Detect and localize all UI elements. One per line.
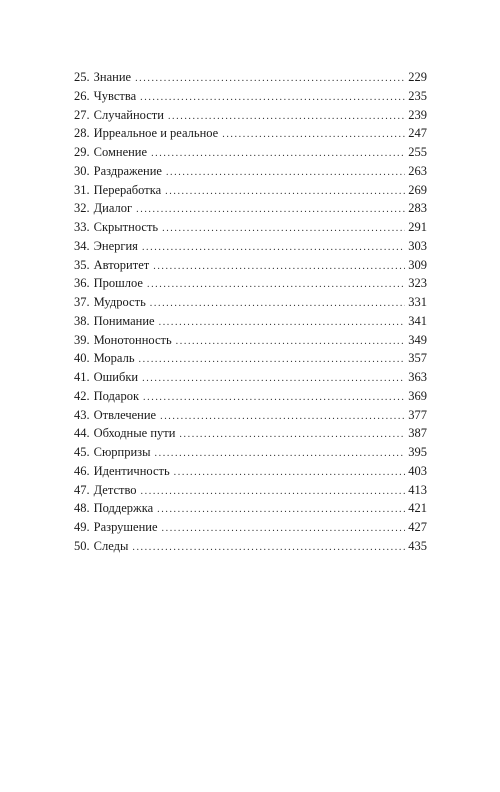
chapter-title: Скрытность bbox=[93, 220, 159, 234]
chapter-title: Знание bbox=[93, 70, 132, 84]
chapter-number: 31. bbox=[74, 182, 90, 197]
chapter-title: Переработка bbox=[93, 182, 162, 197]
dot-leader bbox=[165, 186, 405, 197]
chapter-title: Следы bbox=[93, 538, 129, 553]
chapter-title: Ирреальное и реальное bbox=[93, 126, 219, 141]
toc-entry bbox=[74, 258, 427, 277]
chapter-number: 29. bbox=[74, 145, 90, 159]
chapter-title: Диалог bbox=[93, 201, 133, 216]
chapter-title: Понимание bbox=[93, 313, 155, 328]
toc-entry bbox=[74, 70, 427, 89]
chapter-title: Поддержка bbox=[93, 501, 154, 516]
page-number: 377 bbox=[408, 407, 427, 422]
chapter-title: Чувства bbox=[93, 88, 137, 103]
toc-entry bbox=[74, 520, 427, 539]
toc-entry bbox=[74, 426, 427, 445]
chapter-number: 38. bbox=[74, 313, 90, 328]
dot-leader bbox=[147, 279, 405, 290]
page-number: 427 bbox=[408, 520, 427, 534]
toc-entry bbox=[74, 220, 427, 239]
toc-entry bbox=[74, 239, 427, 258]
chapter-title: Мораль bbox=[93, 351, 135, 366]
chapter-number: 32. bbox=[74, 201, 90, 216]
chapter-title: Сомнение bbox=[93, 145, 148, 159]
chapter-title: Сюрпризы bbox=[93, 445, 151, 459]
table-of-contents bbox=[74, 70, 427, 558]
chapter-number: 28. bbox=[74, 126, 90, 141]
chapter-number: 37. bbox=[74, 295, 90, 309]
dot-leader bbox=[142, 373, 405, 384]
page-number: 387 bbox=[408, 426, 427, 441]
chapter-title: Мудрость bbox=[93, 295, 146, 309]
dot-leader bbox=[176, 336, 406, 347]
dot-leader bbox=[166, 167, 405, 178]
dot-leader bbox=[168, 111, 405, 122]
dot-leader bbox=[151, 148, 405, 159]
toc-entry bbox=[74, 445, 427, 464]
page-number: 269 bbox=[408, 182, 427, 197]
chapter-number: 34. bbox=[74, 238, 90, 253]
chapter-title: Монотонность bbox=[93, 332, 172, 347]
chapter-number: 49. bbox=[74, 520, 90, 534]
chapter-title: Разрушение bbox=[93, 520, 158, 534]
chapter-number: 46. bbox=[74, 463, 90, 478]
chapter-number: 25. bbox=[74, 70, 90, 84]
dot-leader bbox=[140, 92, 405, 103]
dot-leader bbox=[139, 354, 406, 365]
chapter-number: 42. bbox=[74, 388, 90, 403]
toc-entry bbox=[74, 539, 427, 558]
dot-leader bbox=[222, 129, 405, 140]
chapter-number: 43. bbox=[74, 407, 90, 422]
dot-leader bbox=[160, 411, 405, 422]
page-number: 395 bbox=[408, 445, 427, 459]
chapter-title: Прошлое bbox=[93, 276, 143, 291]
dot-leader bbox=[153, 261, 405, 272]
toc-entry bbox=[74, 389, 427, 408]
page-number: 283 bbox=[408, 201, 427, 216]
toc-entry bbox=[74, 126, 427, 145]
toc-entry bbox=[74, 164, 427, 183]
chapter-number: 30. bbox=[74, 163, 90, 178]
chapter-number: 35. bbox=[74, 257, 90, 272]
chapter-title: Энергия bbox=[93, 238, 138, 253]
page-number: 341 bbox=[408, 313, 427, 328]
chapter-number: 26. bbox=[74, 88, 90, 103]
toc-entry bbox=[74, 295, 427, 314]
chapter-title: Авторитет bbox=[93, 257, 150, 272]
chapter-title: Раздражение bbox=[93, 163, 162, 178]
toc-entry bbox=[74, 145, 427, 164]
dot-leader bbox=[174, 467, 406, 478]
dot-leader bbox=[132, 542, 405, 553]
page-number: 229 bbox=[408, 70, 427, 84]
page-number: 413 bbox=[408, 482, 427, 497]
chapter-number: 33. bbox=[74, 220, 90, 234]
toc-entry bbox=[74, 314, 427, 333]
chapter-title: Подарок bbox=[93, 388, 140, 403]
page-number: 403 bbox=[408, 463, 427, 478]
page-number: 263 bbox=[408, 163, 427, 178]
dot-leader bbox=[162, 523, 406, 534]
toc-entry bbox=[74, 464, 427, 483]
dot-leader bbox=[157, 504, 405, 515]
toc-entry bbox=[74, 408, 427, 427]
dot-leader bbox=[142, 242, 405, 253]
chapter-title: Случайности bbox=[93, 107, 164, 122]
dot-leader bbox=[141, 486, 406, 497]
dot-leader bbox=[135, 73, 405, 84]
dot-leader bbox=[143, 392, 405, 403]
toc-entry bbox=[74, 276, 427, 295]
chapter-title: Обходные пути bbox=[93, 426, 176, 441]
chapter-number: 39. bbox=[74, 332, 90, 347]
toc-entry bbox=[74, 183, 427, 202]
page-number: 235 bbox=[408, 88, 427, 103]
chapter-number: 40. bbox=[74, 351, 90, 366]
page-number: 331 bbox=[408, 295, 427, 309]
chapter-number: 50. bbox=[74, 538, 90, 553]
dot-leader bbox=[159, 317, 406, 328]
page-number: 255 bbox=[408, 145, 427, 159]
toc-entry bbox=[74, 483, 427, 502]
dot-leader bbox=[155, 448, 406, 459]
dot-leader bbox=[150, 298, 405, 309]
chapter-number: 45. bbox=[74, 445, 90, 459]
chapter-title: Ошибки bbox=[93, 370, 139, 384]
chapter-title: Идентичность bbox=[93, 463, 170, 478]
page-number: 303 bbox=[408, 238, 427, 253]
toc-entry bbox=[74, 108, 427, 127]
page-number: 309 bbox=[408, 257, 427, 272]
page-number: 239 bbox=[408, 107, 427, 122]
chapter-number: 47. bbox=[74, 482, 90, 497]
dot-leader bbox=[179, 429, 405, 440]
toc-entry bbox=[74, 351, 427, 370]
page-number: 435 bbox=[408, 538, 427, 553]
dot-leader bbox=[136, 204, 405, 215]
toc-entry bbox=[74, 501, 427, 520]
chapter-number: 48. bbox=[74, 501, 90, 516]
chapter-number: 27. bbox=[74, 107, 90, 122]
chapter-title: Отвлечение bbox=[93, 407, 157, 422]
chapter-number: 44. bbox=[74, 426, 90, 441]
page-number: 357 bbox=[408, 351, 427, 366]
dot-leader bbox=[162, 223, 405, 234]
chapter-number: 41. bbox=[74, 370, 90, 384]
toc-entry bbox=[74, 370, 427, 389]
toc-entry bbox=[74, 333, 427, 352]
toc-entry bbox=[74, 89, 427, 108]
page-number: 421 bbox=[408, 501, 427, 516]
chapter-number: 36. bbox=[74, 276, 90, 291]
chapter-title: Детство bbox=[93, 482, 137, 497]
page-number: 291 bbox=[408, 220, 427, 234]
page-number: 323 bbox=[408, 276, 427, 291]
page-number: 363 bbox=[408, 370, 427, 384]
page-number: 247 bbox=[408, 126, 427, 141]
toc-entry bbox=[74, 201, 427, 220]
page-number: 369 bbox=[408, 388, 427, 403]
page-number: 349 bbox=[408, 332, 427, 347]
